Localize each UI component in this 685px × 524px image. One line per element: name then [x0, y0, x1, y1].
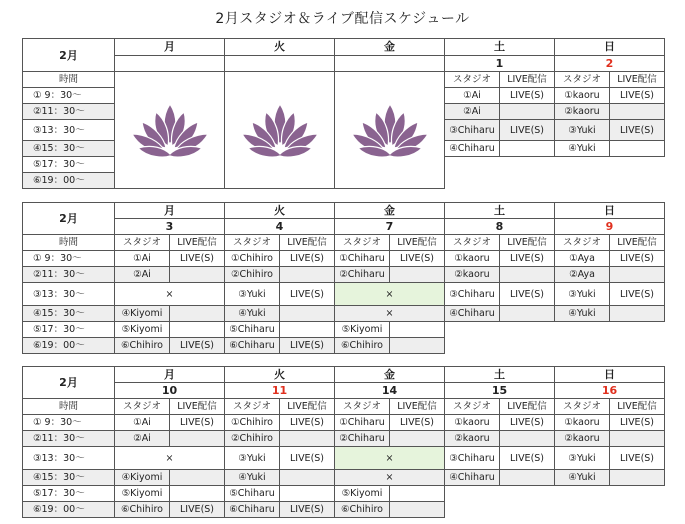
tue-slot-1-studio: ①Chihiro — [225, 415, 280, 431]
sun-slot-3-live: LIVE(S) — [610, 447, 665, 470]
date-sun: 2 — [555, 55, 665, 72]
time-slot-6: ⑥19：00～ — [23, 173, 115, 189]
date-sat: 15 — [445, 383, 555, 399]
mon-slot-6-live: LIVE(S) — [170, 338, 225, 354]
tue-slot-6-studio: ⑥Chiharu — [225, 502, 280, 518]
sat-slot-1-studio: ①Ai — [445, 88, 500, 104]
fri-slot-2-studio: ②Chiharu — [335, 267, 390, 283]
sun-slot-2-studio: ②kaoru — [555, 431, 610, 447]
fri-slot-5-live — [390, 486, 445, 502]
tue-studio-header: スタジオ — [225, 235, 280, 251]
sun-slot-1-studio: ①kaoru — [555, 88, 610, 104]
tue-slot-5-studio: ⑤Chiharu — [225, 486, 280, 502]
sun-slot-4-live — [610, 141, 665, 157]
fri-slot-1-live: LIVE(S) — [390, 415, 445, 431]
sat-slot-2-studio: ②kaoru — [445, 431, 500, 447]
fri-slot-5-studio: ⑤Kiyomi — [335, 322, 390, 338]
lotus-flower-icon — [348, 100, 432, 160]
mon-studio-header: スタジオ — [115, 399, 170, 415]
time-slot-2: ②11：30～ — [23, 267, 115, 283]
sat-slot-1-studio: ①kaoru — [445, 415, 500, 431]
tue-slot-1-studio: ①Chihiro — [225, 251, 280, 267]
schedule-week-2 — [22, 202, 665, 354]
sun-slot-3-studio: ③Yuki — [555, 447, 610, 470]
tue-slot-3-studio: ③Yuki — [225, 283, 280, 306]
time-header: 時間 — [23, 72, 115, 88]
sun-live-header: LIVE配信 — [610, 399, 665, 415]
mon-live-header: LIVE配信 — [170, 235, 225, 251]
sat-slot-3-live: LIVE(S) — [500, 283, 555, 306]
tue-live-header: LIVE配信 — [280, 399, 335, 415]
mon-slot-2-live — [170, 267, 225, 283]
sun-slot-2-studio: ②Aya — [555, 267, 610, 283]
date-tue — [225, 55, 335, 72]
time-slot-6: ⑥19：00～ — [23, 338, 115, 354]
tue-slot-5-live — [280, 486, 335, 502]
tue-slot-6-live: LIVE(S) — [280, 338, 335, 354]
sun-slot-2-studio: ②kaoru — [555, 104, 610, 120]
mon-slot-6-studio: ⑥Chihiro — [115, 502, 170, 518]
sat-live-header: LIVE配信 — [500, 399, 555, 415]
mon-slot-1-live: LIVE(S) — [170, 415, 225, 431]
time-slot-2: ②11：30～ — [23, 431, 115, 447]
page-title: 2月スタジオ＆ライブ配信スケジュール — [215, 11, 470, 27]
sun-slot-1-studio: ①Aya — [555, 251, 610, 267]
time-header: 時間 — [23, 235, 115, 251]
mon-live-header: LIVE配信 — [170, 399, 225, 415]
fri-slot-2-studio: ②Chiharu — [335, 431, 390, 447]
sun-slot-4-studio: ④Yuki — [555, 470, 610, 486]
time-slot-5: ⑤17：30～ — [23, 486, 115, 502]
sat-slot-1-live: LIVE(S) — [500, 251, 555, 267]
schedule-week-3 — [22, 366, 665, 518]
day-tue: 火 — [225, 367, 335, 383]
time-slot-1: ① 9：30～ — [23, 251, 115, 267]
sun-studio-header: スタジオ — [555, 72, 610, 88]
sat-studio-header: スタジオ — [445, 399, 500, 415]
time-slot-5: ⑤17：30～ — [23, 322, 115, 338]
sun-slot-1-live: LIVE(S) — [610, 88, 665, 104]
schedule-week-1 — [22, 38, 665, 189]
sat-studio-header: スタジオ — [445, 235, 500, 251]
tue-slot-6-live: LIVE(S) — [280, 502, 335, 518]
fri-slot-1-studio: ①Chiharu — [335, 415, 390, 431]
mon-slot-5-live — [170, 322, 225, 338]
sat-slot-4-studio: ④Chiharu — [445, 306, 500, 322]
sun-slot-4-studio: ④Yuki — [555, 306, 610, 322]
sun-slot-1-live: LIVE(S) — [610, 415, 665, 431]
mon-slot-3-closed: × — [115, 283, 225, 306]
day-tue: 火 — [225, 39, 335, 56]
empty-area — [445, 486, 665, 518]
mon-slot-4-live — [170, 470, 225, 486]
empty-area — [445, 157, 665, 189]
tue-slot-1-live: LIVE(S) — [280, 251, 335, 267]
sat-slot-1-live: LIVE(S) — [500, 88, 555, 104]
date-mon: 3 — [115, 219, 225, 235]
tue-studio-header: スタジオ — [225, 399, 280, 415]
time-header: 時間 — [23, 399, 115, 415]
tue-slot-5-live — [280, 322, 335, 338]
tue-slot-3-live: LIVE(S) — [280, 447, 335, 470]
day-fri: 金 — [335, 39, 445, 56]
fri-slot-1-studio: ①Chiharu — [335, 251, 390, 267]
date-sun: 9 — [555, 219, 665, 235]
sat-slot-4-studio: ④Chiharu — [445, 470, 500, 486]
sun-slot-2-live — [610, 267, 665, 283]
fri-live-header: LIVE配信 — [390, 235, 445, 251]
tue-slot-2-studio: ②Chihiro — [225, 267, 280, 283]
time-slot-3: ③13：30～ — [23, 120, 115, 141]
lotus-mon — [115, 72, 225, 189]
tue-slot-1-live: LIVE(S) — [280, 415, 335, 431]
sat-slot-2-live — [500, 431, 555, 447]
fri-slot-4-closed: × — [335, 306, 445, 322]
sat-live-header: LIVE配信 — [500, 72, 555, 88]
sat-slot-4-studio: ④Chiharu — [445, 141, 500, 157]
day-sat: 土 — [445, 367, 555, 383]
day-sun: 日 — [555, 367, 665, 383]
date-mon — [115, 55, 225, 72]
tue-slot-6-studio: ⑥Chiharu — [225, 338, 280, 354]
mon-slot-3-closed: × — [115, 447, 225, 470]
mon-slot-6-live: LIVE(S) — [170, 502, 225, 518]
tue-slot-4-live — [280, 470, 335, 486]
mon-slot-4-studio: ④Kiyomi — [115, 306, 170, 322]
tue-slot-2-live — [280, 431, 335, 447]
fri-slot-4-closed: × — [335, 470, 445, 486]
sat-slot-4-live — [500, 141, 555, 157]
date-tue: 4 — [225, 219, 335, 235]
time-slot-4: ④15：30～ — [23, 306, 115, 322]
fri-slot-6-live — [390, 338, 445, 354]
month-cell: 2月 — [23, 367, 115, 399]
mon-studio-header: スタジオ — [115, 235, 170, 251]
sat-slot-3-live: LIVE(S) — [500, 120, 555, 141]
time-slot-3: ③13：30～ — [23, 283, 115, 306]
sat-studio-header: スタジオ — [445, 72, 500, 88]
fri-slot-5-studio: ⑤Kiyomi — [335, 486, 390, 502]
tue-slot-4-studio: ④Yuki — [225, 470, 280, 486]
fri-slot-6-studio: ⑥Chihiro — [335, 502, 390, 518]
mon-slot-4-live — [170, 306, 225, 322]
fri-studio-header: スタジオ — [335, 399, 390, 415]
sun-live-header: LIVE配信 — [610, 72, 665, 88]
date-sat: 1 — [445, 55, 555, 72]
month-cell: 2月 — [23, 39, 115, 72]
sun-studio-header: スタジオ — [555, 399, 610, 415]
mon-slot-2-live — [170, 431, 225, 447]
date-fri: 7 — [335, 219, 445, 235]
mon-slot-2-studio: ②Ai — [115, 431, 170, 447]
sun-live-header: LIVE配信 — [610, 235, 665, 251]
day-sat: 土 — [445, 203, 555, 219]
tue-slot-3-live: LIVE(S) — [280, 283, 335, 306]
fri-slot-1-live: LIVE(S) — [390, 251, 445, 267]
sat-slot-3-studio: ③Chiharu — [445, 120, 500, 141]
date-sat: 8 — [445, 219, 555, 235]
tue-slot-4-live — [280, 306, 335, 322]
fri-slot-5-live — [390, 322, 445, 338]
tue-slot-3-studio: ③Yuki — [225, 447, 280, 470]
sun-slot-4-live — [610, 470, 665, 486]
sun-slot-4-studio: ④Yuki — [555, 141, 610, 157]
mon-slot-1-studio: ①Ai — [115, 415, 170, 431]
mon-slot-5-live — [170, 486, 225, 502]
sat-live-header: LIVE配信 — [500, 235, 555, 251]
fri-slot-2-live — [390, 267, 445, 283]
sun-slot-3-studio: ③Yuki — [555, 120, 610, 141]
day-sun: 日 — [555, 39, 665, 56]
sat-slot-3-studio: ③Chiharu — [445, 283, 500, 306]
sat-slot-3-live: LIVE(S) — [500, 447, 555, 470]
fri-slot-6-studio: ⑥Chihiro — [335, 338, 390, 354]
fri-slot-6-live — [390, 502, 445, 518]
tue-slot-2-live — [280, 267, 335, 283]
sun-slot-3-live: LIVE(S) — [610, 120, 665, 141]
day-sun: 日 — [555, 203, 665, 219]
lotus-tue — [225, 72, 335, 189]
sun-slot-1-live: LIVE(S) — [610, 251, 665, 267]
lotus-flower-icon — [128, 100, 212, 160]
time-slot-2: ②11：30～ — [23, 104, 115, 120]
sun-slot-4-live — [610, 306, 665, 322]
sat-slot-2-live — [500, 104, 555, 120]
fri-slot-3-closed: × — [335, 447, 445, 470]
sat-slot-2-studio: ②Ai — [445, 104, 500, 120]
sun-studio-header: スタジオ — [555, 235, 610, 251]
date-mon: 10 — [115, 383, 225, 399]
date-fri: 14 — [335, 383, 445, 399]
time-slot-5: ⑤17：30～ — [23, 157, 115, 173]
date-tue: 11 — [225, 383, 335, 399]
sat-slot-3-studio: ③Chiharu — [445, 447, 500, 470]
day-fri: 金 — [335, 367, 445, 383]
tue-slot-5-studio: ⑤Chiharu — [225, 322, 280, 338]
time-slot-6: ⑥19：00～ — [23, 502, 115, 518]
sat-slot-1-studio: ①kaoru — [445, 251, 500, 267]
sat-slot-4-live — [500, 470, 555, 486]
day-mon: 月 — [115, 39, 225, 56]
sun-slot-3-studio: ③Yuki — [555, 283, 610, 306]
day-tue: 火 — [225, 203, 335, 219]
time-slot-1: ① 9：30～ — [23, 88, 115, 104]
date-fri — [335, 55, 445, 72]
tue-slot-2-studio: ②Chihiro — [225, 431, 280, 447]
fri-slot-3-closed: × — [335, 283, 445, 306]
time-slot-4: ④15：30～ — [23, 470, 115, 486]
month-cell: 2月 — [23, 203, 115, 235]
sun-slot-2-live — [610, 431, 665, 447]
sun-slot-1-studio: ①kaoru — [555, 415, 610, 431]
mon-slot-5-studio: ⑤Kiyomi — [115, 322, 170, 338]
sat-slot-4-live — [500, 306, 555, 322]
fri-studio-header: スタジオ — [335, 235, 390, 251]
fri-live-header: LIVE配信 — [390, 399, 445, 415]
day-mon: 月 — [115, 367, 225, 383]
sun-slot-3-live: LIVE(S) — [610, 283, 665, 306]
tue-slot-4-studio: ④Yuki — [225, 306, 280, 322]
mon-slot-2-studio: ②Ai — [115, 267, 170, 283]
tue-live-header: LIVE配信 — [280, 235, 335, 251]
day-sat: 土 — [445, 39, 555, 56]
time-slot-1: ① 9：30～ — [23, 415, 115, 431]
mon-slot-1-studio: ①Ai — [115, 251, 170, 267]
day-mon: 月 — [115, 203, 225, 219]
fri-slot-2-live — [390, 431, 445, 447]
empty-area — [445, 322, 665, 354]
time-slot-4: ④15：30～ — [23, 141, 115, 157]
day-fri: 金 — [335, 203, 445, 219]
mon-slot-1-live: LIVE(S) — [170, 251, 225, 267]
mon-slot-6-studio: ⑥Chihiro — [115, 338, 170, 354]
mon-slot-5-studio: ⑤Kiyomi — [115, 486, 170, 502]
lotus-flower-icon — [238, 100, 322, 160]
sat-slot-2-live — [500, 267, 555, 283]
date-sun: 16 — [555, 383, 665, 399]
time-slot-3: ③13：30～ — [23, 447, 115, 470]
lotus-fri — [335, 72, 445, 189]
sat-slot-1-live: LIVE(S) — [500, 415, 555, 431]
mon-slot-4-studio: ④Kiyomi — [115, 470, 170, 486]
sat-slot-2-studio: ②kaoru — [445, 267, 500, 283]
sun-slot-2-live — [610, 104, 665, 120]
